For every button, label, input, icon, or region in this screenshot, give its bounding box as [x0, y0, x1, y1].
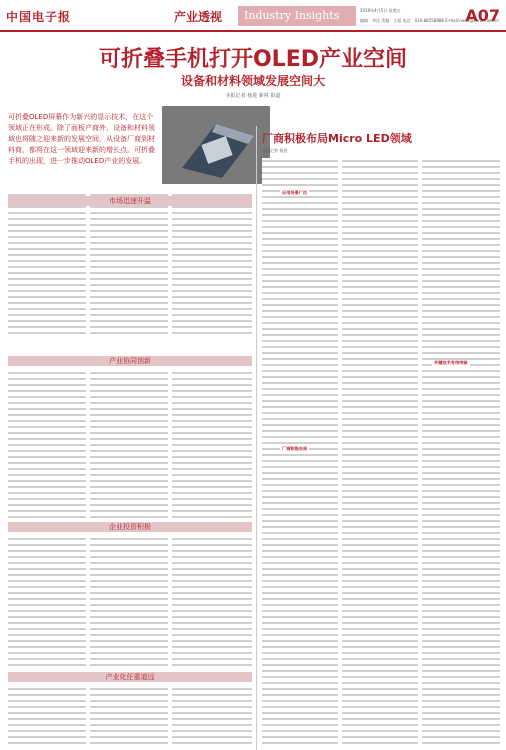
article-text-block [90, 192, 168, 336]
masthead-rule [0, 30, 506, 32]
byline: 本报记者 杨进 新林 报道 [225, 93, 281, 99]
paper-name: 中国电子报 [6, 10, 72, 24]
article-text-block [90, 370, 168, 520]
headline: 可折叠手机打开OLED产业空间 [98, 47, 407, 72]
section-title: 产业透视 [174, 10, 223, 24]
section-english-title: Industry Insights [238, 6, 356, 26]
sidebar-subheading: 应用场景广泛 [282, 190, 308, 195]
column-divider [256, 126, 257, 750]
masthead [0, 0, 506, 32]
sidebar-subheading: 关键技术有待突破 [434, 360, 468, 365]
article-text-block [8, 686, 86, 748]
article-text-block [8, 192, 86, 336]
sidebar-text-column [342, 158, 418, 748]
article-text-block [172, 192, 252, 336]
section-heading: 企业投资积极 [109, 523, 151, 531]
article-text-block [8, 370, 86, 520]
section-bar-rollout [8, 672, 252, 682]
sidebar-byline: 本报记者 杨进 [262, 148, 288, 153]
section-heading: 产业协同创新 [109, 357, 151, 365]
sidebar-subheading: 厂商积极布局 [282, 446, 308, 451]
sidebar-text-column [422, 158, 500, 748]
section-heading: 产业化任重道远 [105, 673, 155, 681]
section-bar-synergy [8, 356, 252, 366]
subheadline: 设备和材料领域发展空间大 [180, 74, 325, 88]
editor-info: 编辑：李佳 美编：王超 电话：010-88558888 E-mail:news@cena.com.cn [360, 18, 499, 23]
article-text-block [90, 686, 168, 748]
lead-paragraph: 可折叠OLED屏幕作为新兴的显示技术，在这个领域正在形成。除了面板产商外，设备和材料领域也将随之迎来新的发展空间，从设备厂商到材料商，都将在这一领域迎来新的增长点。可折叠手机的出现，进一步推动OLED产业的发展。 [8, 113, 155, 165]
sidebar-article-title: 厂商积极布局Micro LED领域 [262, 132, 412, 145]
dateline: 2019年4月5日 星期五 [360, 8, 401, 13]
article-text-block [172, 370, 252, 520]
page-number: A07 [465, 6, 500, 25]
article-text-block [172, 536, 252, 670]
section-heading: 市场迅速升温 [109, 197, 151, 205]
sidebar-text-column [262, 158, 338, 748]
article-text-block [8, 536, 86, 670]
section-bar-deploy [8, 522, 252, 532]
article-text-block [172, 686, 252, 748]
foldable-phone-photo [162, 106, 270, 184]
section-bar-market [8, 196, 252, 206]
article-text-block [90, 536, 168, 670]
